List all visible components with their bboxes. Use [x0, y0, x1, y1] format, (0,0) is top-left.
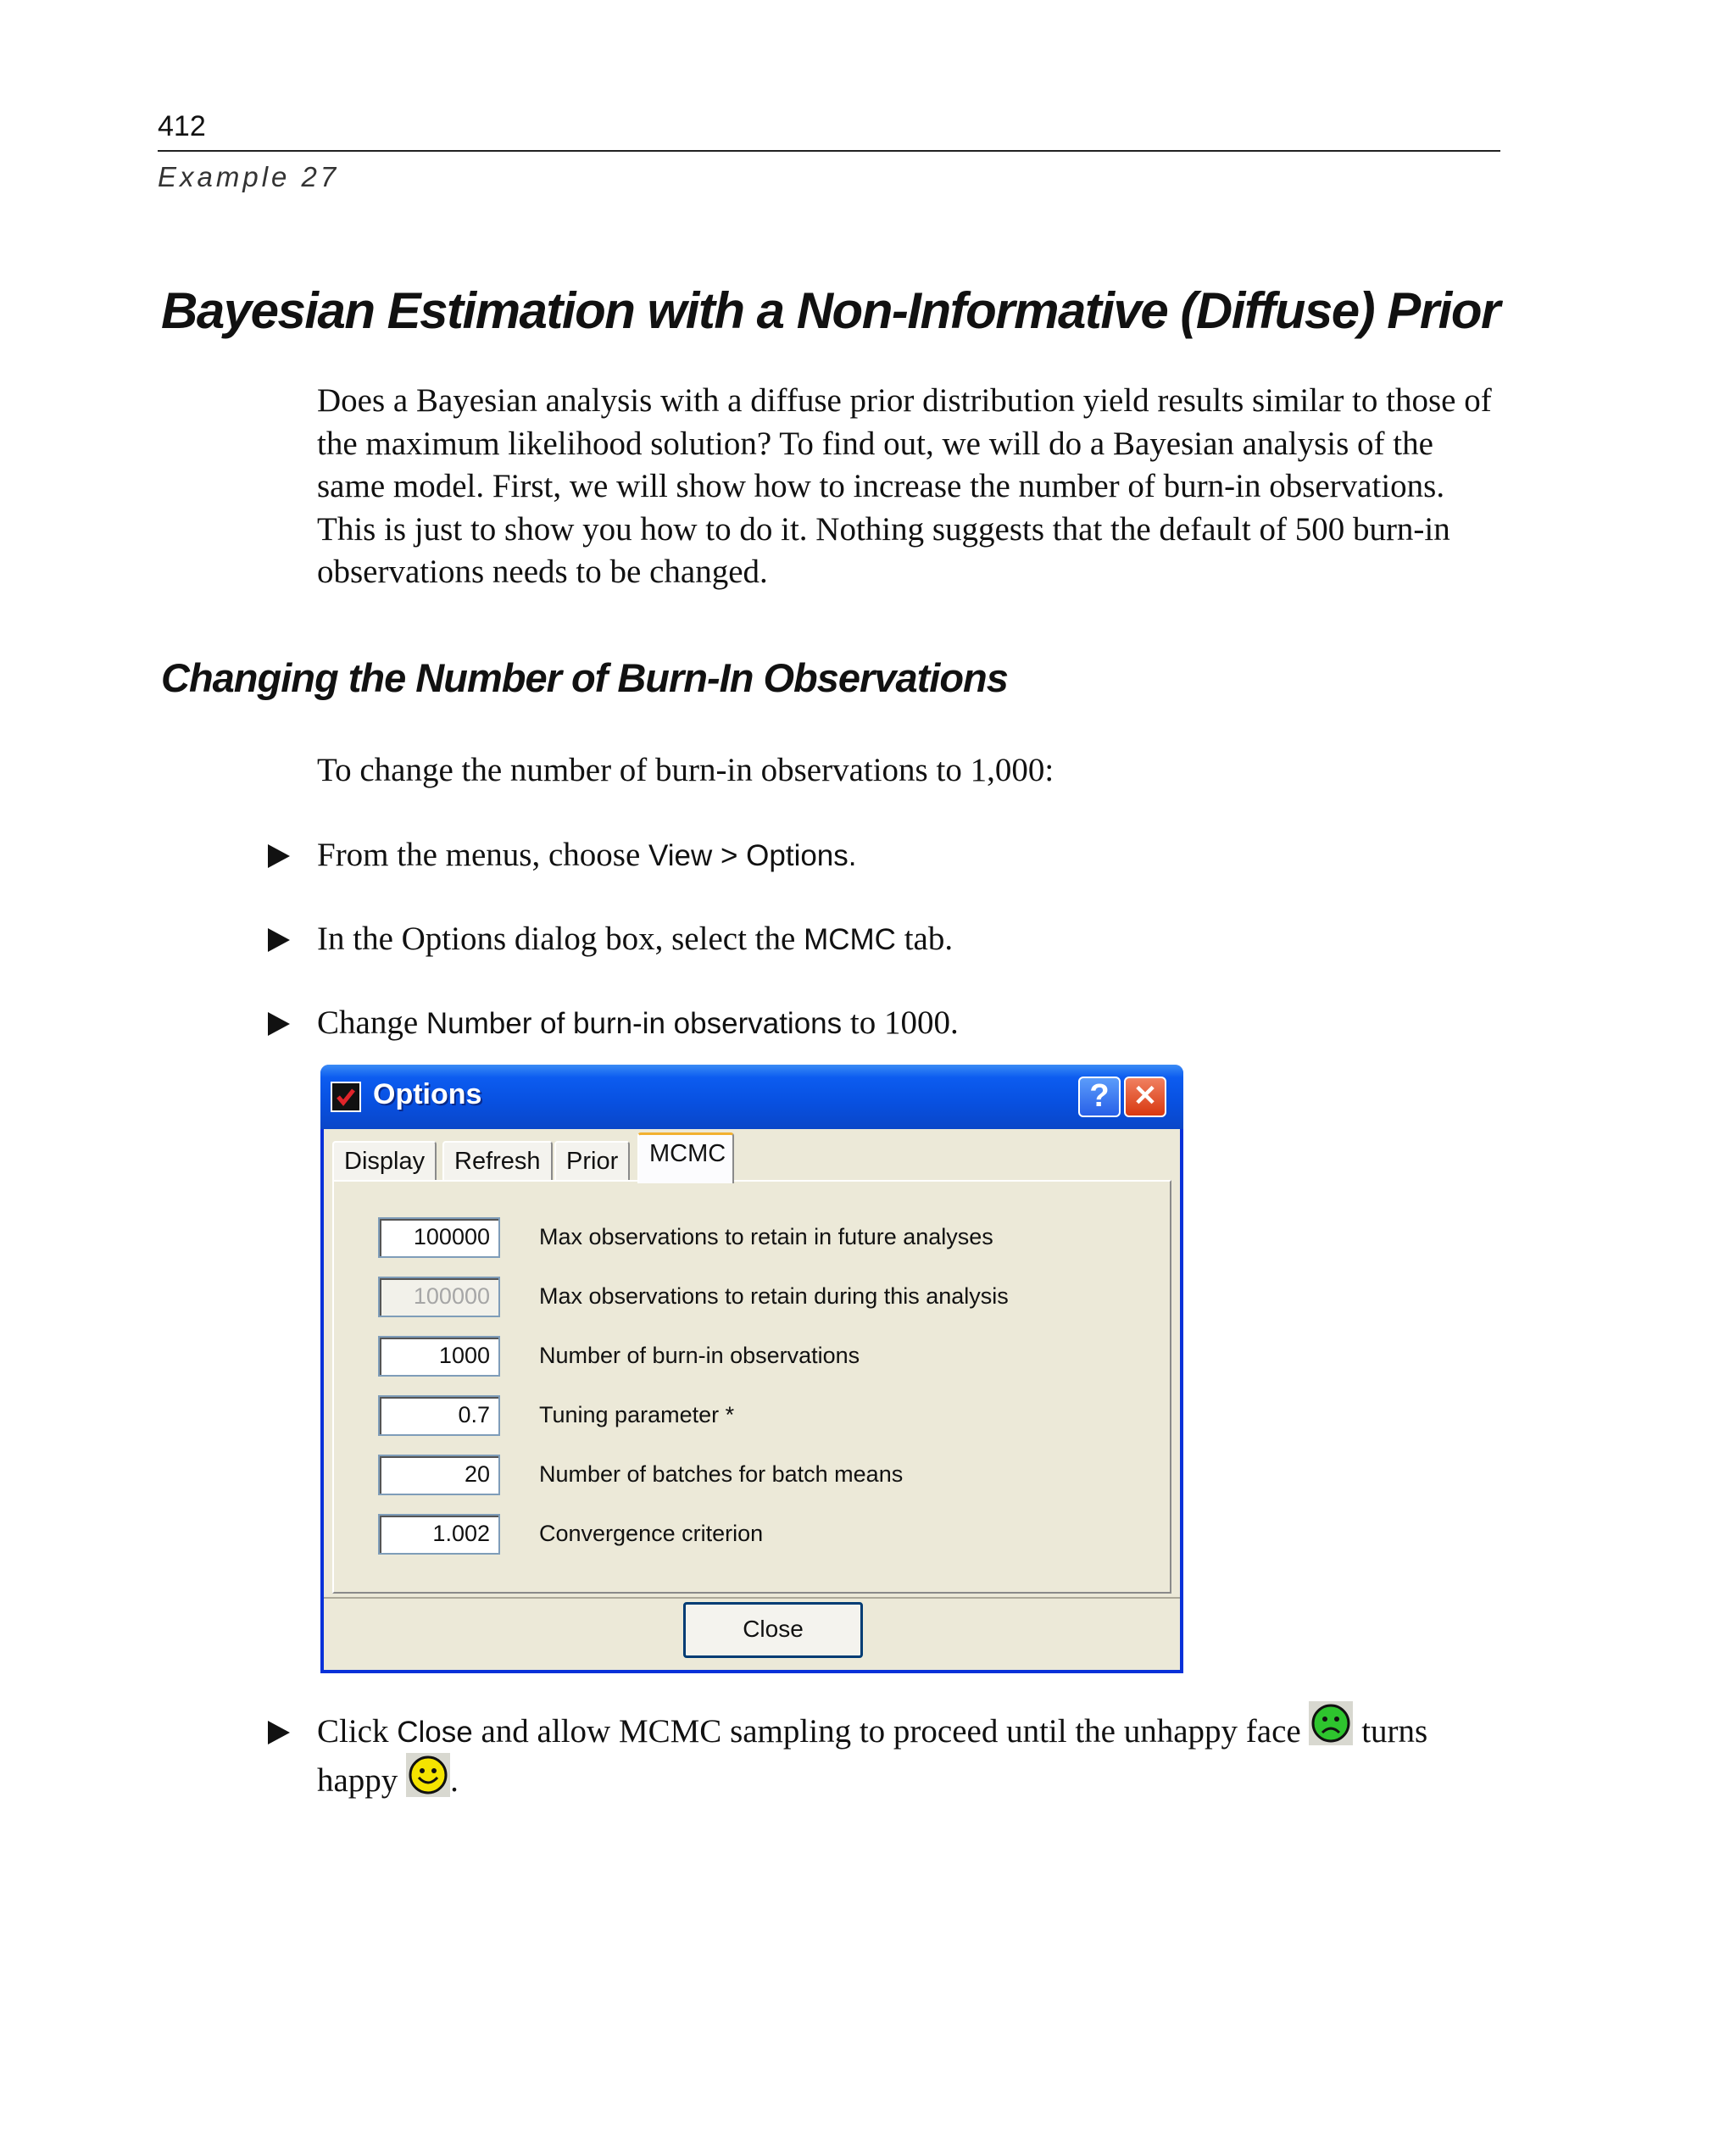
max-current-label: Max observations to retain during this analysis [539, 1283, 1009, 1309]
batches-input[interactable]: 20 [378, 1455, 500, 1495]
menu-view: View [648, 839, 713, 872]
page-number: 412 [158, 110, 206, 142]
tuning-input[interactable]: 0.7 [378, 1395, 500, 1436]
field-row-batches [378, 1455, 1141, 1497]
convergence-input[interactable]: 1.002 [378, 1514, 500, 1555]
step-4-post: turns [1353, 1713, 1428, 1750]
running-head: Example 27 [158, 161, 340, 192]
happy-face-icon [406, 1761, 450, 1806]
field-row-max-future [378, 1217, 1141, 1260]
tab-prior[interactable]: Prior [554, 1141, 630, 1182]
checkbox-app-icon [331, 1082, 361, 1112]
step-3-text: Change [317, 1004, 426, 1041]
field-row-convergence [378, 1514, 1141, 1556]
step-4-text: Click [317, 1713, 398, 1750]
bullet-arrow-icon [268, 1721, 290, 1744]
mcmc-tab-ref: MCMC [804, 923, 896, 956]
close-window-button[interactable]: ✕ [1124, 1077, 1166, 1117]
max-future-label: Max observations to retain in future analyses [539, 1224, 993, 1249]
convergence-label: Convergence criterion [539, 1521, 764, 1546]
step-4-line-1 [317, 1712, 1427, 1754]
close-button[interactable]: Close [683, 1602, 863, 1658]
bullet-arrow-icon [268, 844, 290, 868]
section-title: Bayesian Estimation with a Non-Informative (Diffuse) Prior [161, 282, 1500, 339]
field-row-burn-in [378, 1336, 1141, 1378]
step-4-end: . [450, 1762, 459, 1799]
step-3-end: to 1000. [842, 1004, 959, 1041]
options-dialog [320, 1065, 1183, 1673]
batches-label: Number of batches for batch means [539, 1461, 904, 1487]
mcmc-panel [332, 1180, 1171, 1594]
tab-refresh[interactable]: Refresh [442, 1141, 553, 1182]
footer-separator [324, 1597, 1180, 1599]
tab-display[interactable]: Display [332, 1141, 437, 1182]
step-2-end: tab. [895, 921, 954, 957]
header-rule [158, 150, 1500, 152]
max-future-input[interactable]: 100000 [378, 1217, 500, 1258]
max-current-input: 100000 [378, 1277, 500, 1317]
close-button-ref: Close [397, 1716, 473, 1749]
unhappy-face-icon [1309, 1716, 1353, 1754]
subsection-title: Changing the Number of Burn-In Observations [161, 655, 1008, 700]
intro-paragraph: Does a Bayesian analysis with a diffuse prior distribution yield results similar to those of the maximum likelihood solution? To find out, we will do a Bayesian analysis of the same model. First, we will show how to increase the number of burn-in observations. This is just to show you how to do it. Nothing suggests that the default of 500 burn-in observations needs to be changed. [317, 382, 1492, 590]
subsection-intro: To change the number of burn-in observations to 1,000: [317, 752, 1054, 788]
tuning-label: Tuning parameter * [539, 1402, 735, 1427]
menu-options: Options [746, 839, 849, 872]
tab-mcmc[interactable]: MCMC [637, 1132, 734, 1183]
step-4-happy-word: happy [317, 1762, 398, 1799]
bullet-arrow-icon [268, 928, 290, 952]
dialog-titlebar[interactable] [320, 1065, 1183, 1129]
dialog-title: Options [373, 1078, 482, 1110]
step-4-mid: and allow MCMC sampling to proceed until the unhappy face [472, 1713, 1301, 1750]
step-1-period: . [848, 839, 857, 872]
burn-in-input[interactable]: 1000 [378, 1336, 500, 1377]
menu-separator: > [712, 839, 747, 872]
bullet-arrow-icon [268, 1012, 290, 1036]
burn-in-label: Number of burn-in observations [539, 1343, 860, 1368]
step-4-line-2 [317, 1761, 459, 1806]
field-row-max-current [378, 1277, 1141, 1319]
burn-in-field-ref: Number of burn-in observations [426, 1007, 843, 1040]
tab-strip [332, 1132, 1171, 1182]
step-2-text: In the Options dialog box, select the [317, 921, 804, 957]
field-row-tuning [378, 1395, 1141, 1438]
help-button[interactable]: ? [1078, 1077, 1121, 1117]
step-1-text: From the menus, choose [317, 837, 649, 873]
